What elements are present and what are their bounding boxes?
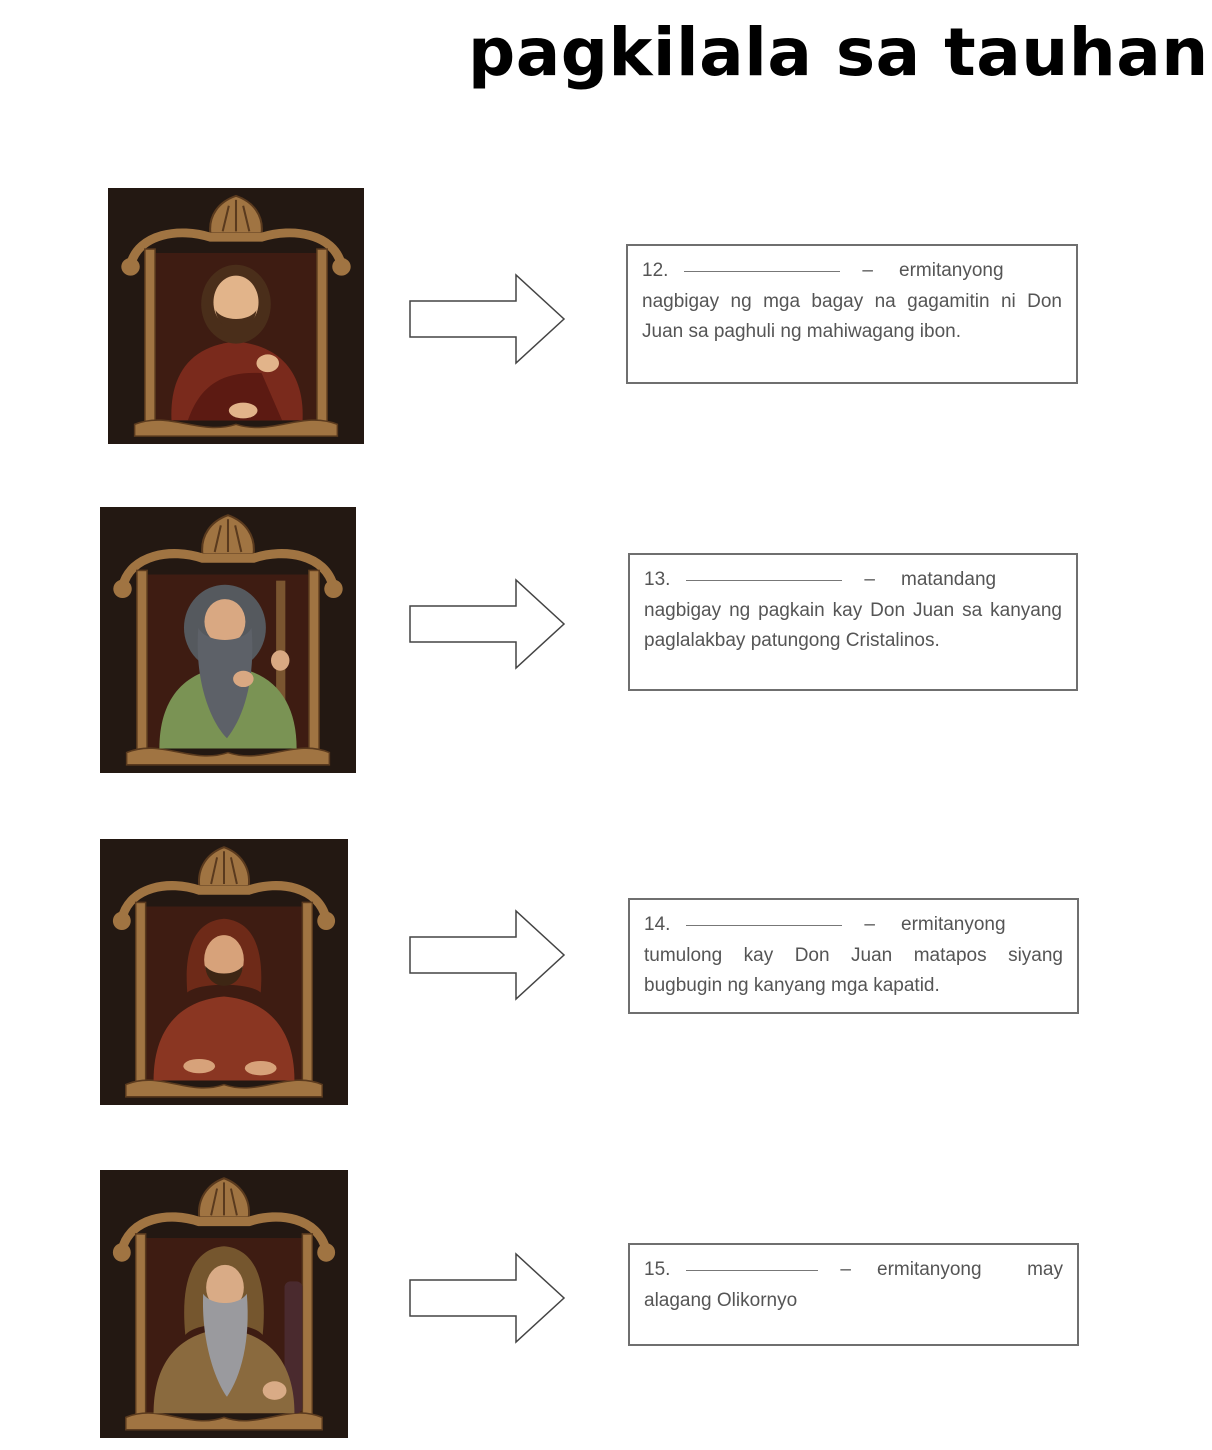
question-text: ermitanyong may alagang Olikornyo xyxy=(644,1259,1063,1311)
question-text: ermitanyong tumulong kay Don Juan matapos siyang bugbugin ng kanyang mga kapatid. xyxy=(644,914,1063,996)
question-box-12: 12. – ermitanyong nagbigay ng mga bagay na gagamitin ni Don Juan sa paghuli ng mahiwagang ibon. xyxy=(626,244,1078,384)
arrow-right-icon xyxy=(408,909,568,1001)
question-box-14: 14. – ermitanyong tumulong kay Don Juan matapos siyang bugbugin ng kanyang mga kapatid. xyxy=(628,898,1079,1014)
answer-blank[interactable] xyxy=(686,579,842,581)
question-number: 12. xyxy=(642,260,669,281)
portrait-hermit-2 xyxy=(100,507,356,773)
answer-blank[interactable] xyxy=(686,1269,818,1271)
question-box-15: 15. – ermitanyong may alagang Olikornyo xyxy=(628,1243,1079,1346)
question-box-13: 13. – matandang nagbigay ng pagkain kay Don Juan sa kanyang paglalakbay patungong Cristalinos. xyxy=(628,553,1078,691)
portrait-hermit-4 xyxy=(100,1170,348,1438)
arrow-right-icon xyxy=(408,273,568,365)
page-title: pagkilala sa tauhan xyxy=(468,14,1209,91)
question-text: ermitanyong nagbigay ng mga bagay na gagamitin ni Don Juan sa paghuli ng mahiwagang ibon. xyxy=(642,260,1062,342)
question-number: 15. xyxy=(644,1259,671,1280)
arrow-right-icon xyxy=(408,578,568,670)
question-number: 13. xyxy=(644,569,671,590)
question-number: 14. xyxy=(644,914,671,935)
portrait-hermit-3 xyxy=(100,839,348,1105)
answer-blank[interactable] xyxy=(686,924,842,926)
question-text: matandang nagbigay ng pagkain kay Don Juan sa kanyang paglalakbay patungong Cristalinos. xyxy=(644,569,1062,651)
portrait-hermit-1 xyxy=(108,188,364,444)
arrow-right-icon xyxy=(408,1252,568,1344)
answer-blank[interactable] xyxy=(684,270,840,272)
